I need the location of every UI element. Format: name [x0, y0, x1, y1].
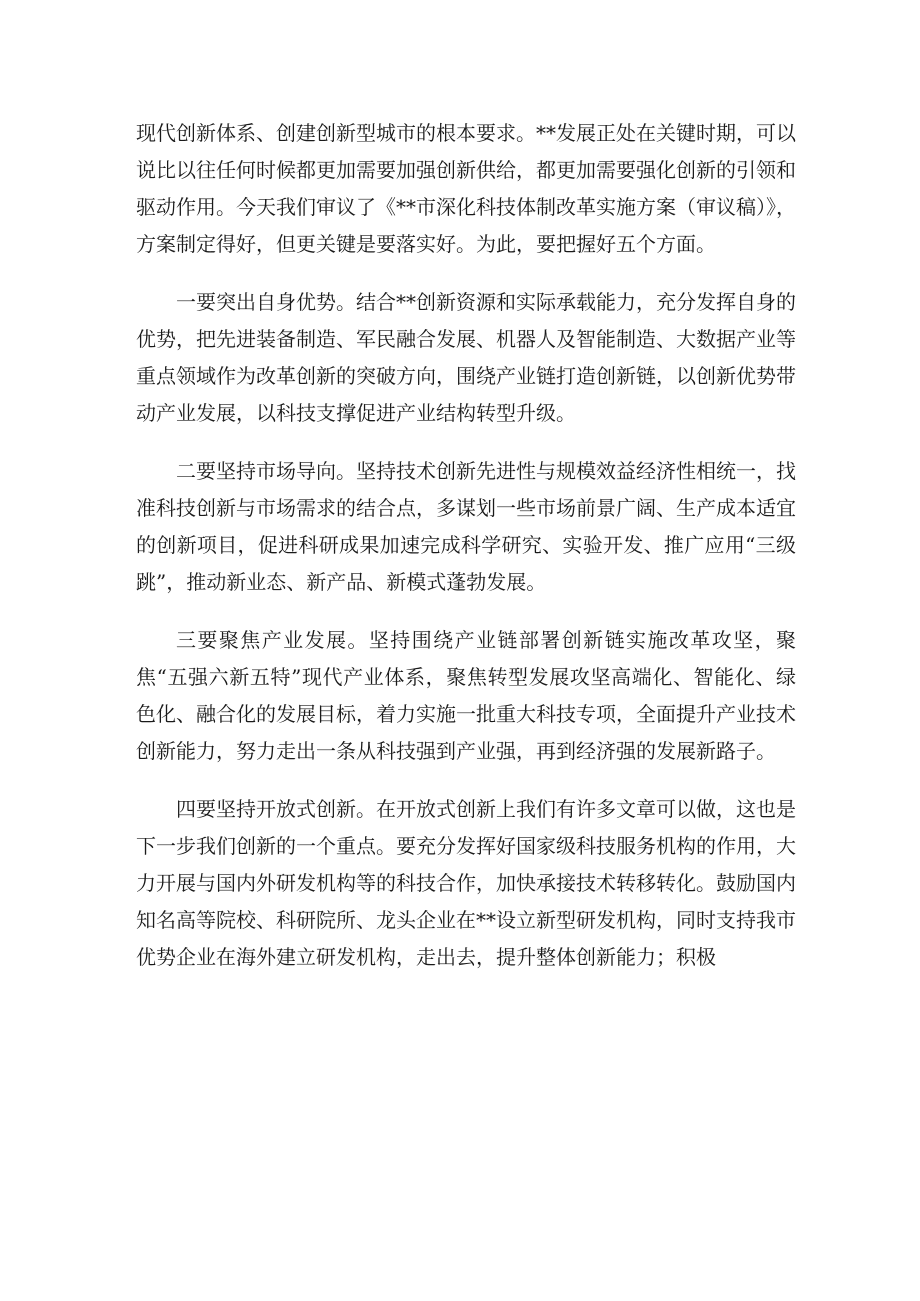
paragraph-point-four: 四要坚持开放式创新。在开放式创新上我们有许多文章可以做，这也是下一步我们创新的一个重点。要充分发挥好国家级科技服务机构的作用，大力开展与国内外研发机构等的科技合作，加快承接技术转移转化。鼓励国内知名高等院校、科研院所、龙头企业在**设立新型研发机构，同时支持我市优势企业在海外建立研发机构，走出去，提升整体创新能力；积极	[136, 797, 796, 969]
paragraph-point-one: 一要突出自身优势。结合**创新资源和实际承载能力，充分发挥自身的优势，把先进装备制造、军民融合发展、机器人及智能制造、大数据产业等重点领域作为改革创新的突破方向，围绕产业链打造创新链，以创新优势带动产业发展，以科技支撑促进产业结构转型升级。	[136, 290, 796, 425]
paragraph-point-three: 三要聚焦产业发展。坚持围绕产业链部署创新链实施改革攻坚，聚焦“五强六新五特”现代产业体系，聚焦转型发展攻坚高端化、智能化、绿色化、融合化的发展目标，着力实施一批重大科技专项，全面提升产业技术创新能力，努力走出一条从科技强到产业强，再到经济强的发展新路子。	[136, 628, 796, 763]
paragraph-intro: 现代创新体系、创建创新型城市的根本要求。**发展正处在关键时期，可以说比以往任何时候都更加需要加强创新供给，都更加需要强化创新的引领和驱动作用。今天我们审议了《**市深化科技体制改革实施方案（审议稿）》，方案制定得好，但更关键是要落实好。为此，要把握好五个方面。	[136, 121, 796, 256]
document-body	[136, 115, 796, 997]
paragraph-point-two: 二要坚持市场导向。坚持技术创新先进性与规模效益经济性相统一，找准科技创新与市场需求的结合点，多谋划一些市场前景广阔、生产成本适宜的创新项目，促进科研成果加速完成科学研究、实验开发、推广应用“三级跳”，推动新业态、新产品、新模式蓬勃发展。	[136, 459, 796, 594]
